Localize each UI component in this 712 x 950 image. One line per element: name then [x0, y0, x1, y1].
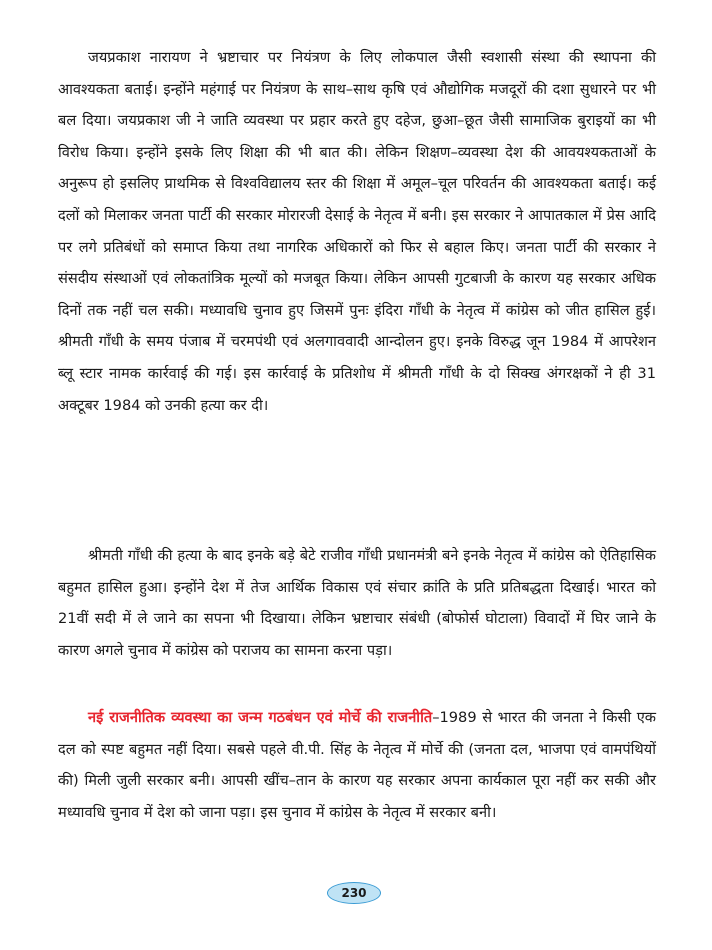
page-footer	[0, 880, 712, 908]
paragraph-jayaprakash: जयप्रकाश नारायण ने भ्रष्टाचार पर नियंत्रण के लिए लोकपाल जैसी स्वशासी संस्था की स्थापना की आवश्यकता बताई। इन्होंने महंगाई पर नियंत्रण के साथ–साथ कृषि एवं औद्योगिक मजदूरों की दशा सुधारने पर भी बल दिया। जयप्रकाश जी ने जाति व्यवस्था पर प्रहार करते हुए दहेज, छुआ–छूत जैसी सामाजिक बुराइयों का भी विरोध किया। इन्होंने इसके लिए शिक्षा की भी बात की। लेकिन शिक्षण–व्यवस्था देश की आवयश्यकताओं के अनुरूप हो इसलिए प्राथमिक से विश्वविद्यालय स्तर की शिक्षा में अमूल–चूल परिवर्तन की आवश्यकता बताई। कई दलों को मिलाकर जनता पार्टी की सरकार मोरारजी देसाई के नेतृत्व में बनी। इस सरकार ने आपातकाल में प्रेस आदि पर लगे प्रतिबंधों को समाप्त किया तथा नागरिक अधिकारों को फिर से बहाल किए। जनता पार्टी की सरकार ने संसदीय संस्थाओं एवं लोकतांत्रिक मूल्यों को मजबूत किया। लेकिन आपसी गुटबाजी के कारण यह सरकार अधिक दिनों तक नहीं चल सकी। मध्यावधि चुनाव हुए जिसमें पुनः इंदिरा गाँधी के नेतृत्व में कांग्रेस को जीत हासिल हुई। श्रीमती गाँधी के समय पंजाब में चरमपंथी एवं अलगाववादी आन्दोलन हुए। इनके विरुद्ध जून 1984 में आपरेशन ब्लू स्टार नामक कार्रवाई की गई। इस कार्रवाई के प्रतिशोध में श्रीमती गाँधी के दो सिक्ख अंगरक्षकों ने ही 31 अक्टूबर 1984 को उनकी हत्या कर दी।	[58, 49, 656, 414]
section-heading: नई राजनीतिक व्यवस्था का जन्म गठबंधन एवं मोर्चे की राजनीति	[88, 709, 433, 726]
paragraph-rajiv-gandhi: श्रीमती गाँधी की हत्या के बाद इनके बड़े बेटे राजीव गाँधी प्रधानमंत्री बने इनके नेतृत्व में कांग्रेस को ऐतिहासिक बहुमत हासिल हुआ। इन्होंने देश में तेज आर्थिक विकास एवं संचार क्रांति के प्रति प्रतिबद्धता दिखाई। भारत को 21वीं सदी में ले जाने का सपना भी दिखाया। लेकिन भ्रष्टाचार संबंधी (बोफोर्स घोटाला) विवादों में घिर जाने के कारण अगले चुनाव में कांग्रेस को पराजय का सामना करना पड़ा।	[58, 547, 656, 659]
paragraph-coalition-politics	[58, 702, 656, 828]
page-number: 230	[341, 886, 367, 900]
section-body-text: –1989 से भारत की जनता ने किसी एक दल को स्पष्ट बहुमत नहीं दिया। सबसे पहले वी.पी. सिंह के नेतृत्व में मोर्चे की (जनता दल, भाजपा एवं वामपंथियों की) मिली जुली सरकार बनी। आपसी खींच–तान के कारण यह सरकार अपना कार्यकाल पूरा नहीं कर सकी और मध्यावधि चुनाव में देश को जाना पड़ा। इस चुनाव में कांग्रेस के नेतृत्व में सरकार बनी।	[58, 709, 656, 821]
